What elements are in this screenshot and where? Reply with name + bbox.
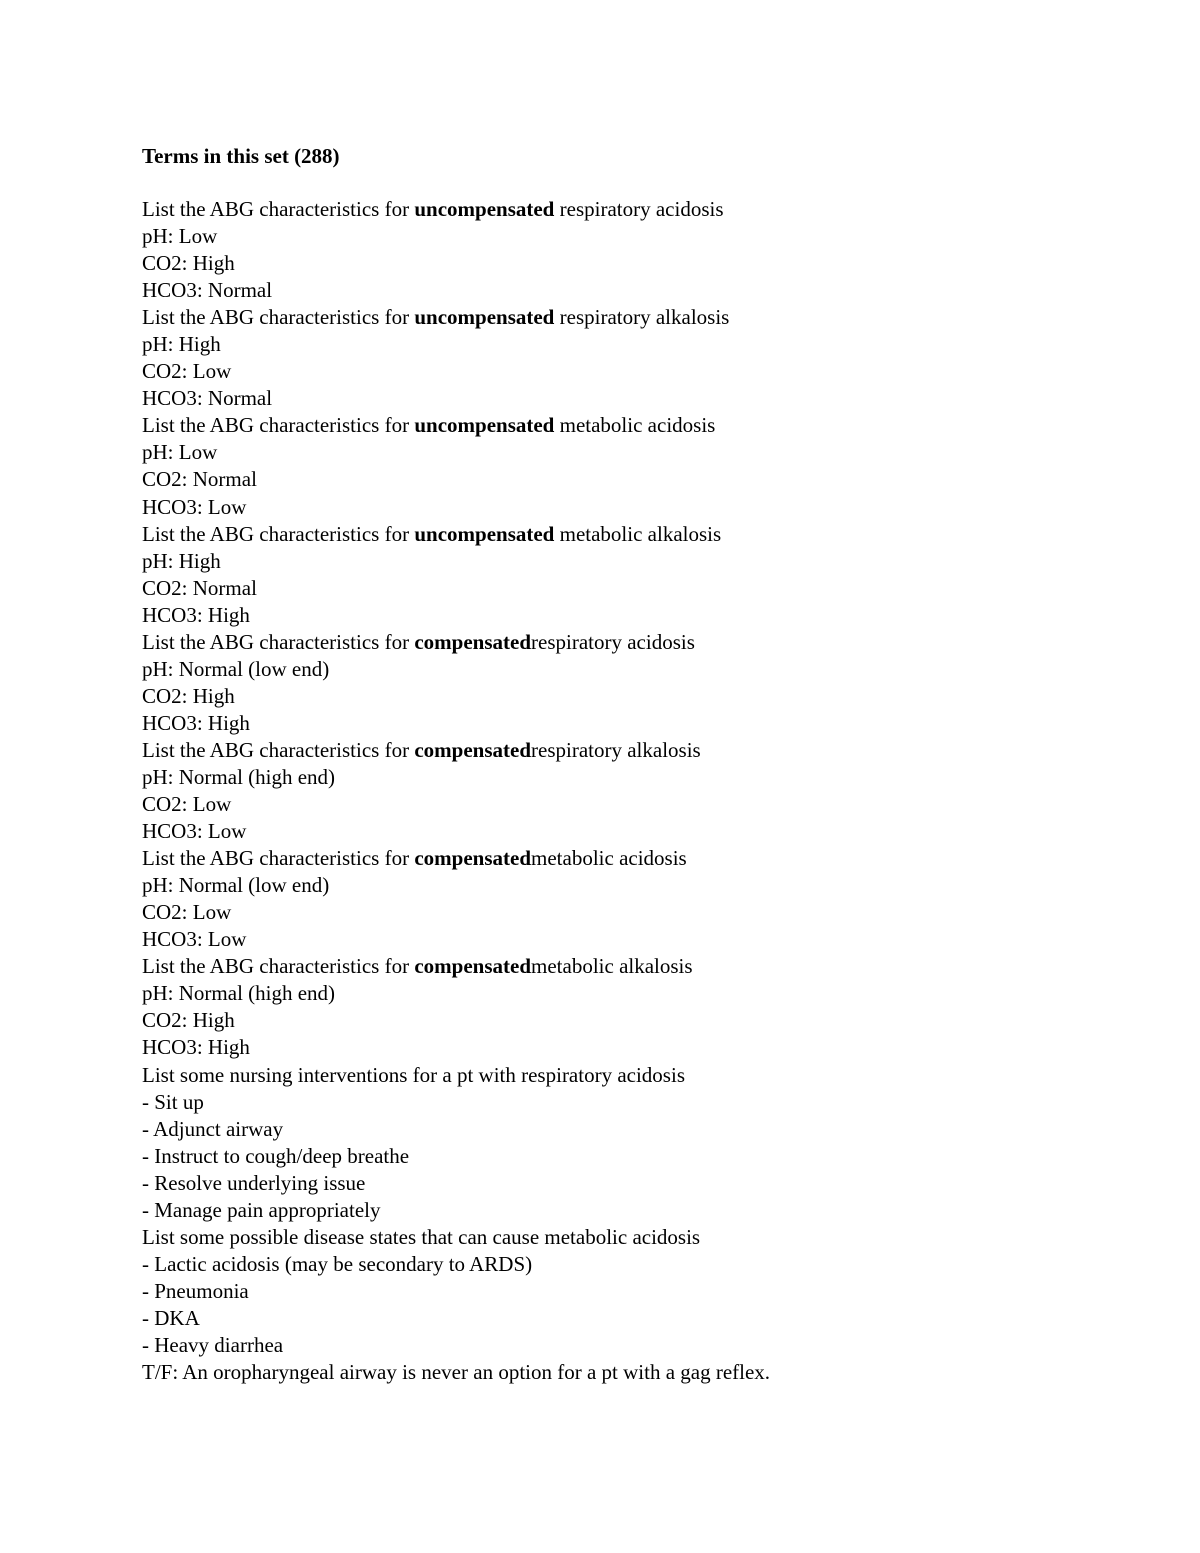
line-text: respiratory alkalosis: [554, 305, 730, 330]
line-text: CO2: Low: [142, 900, 232, 925]
text-line: [142, 412, 1142, 439]
line-text: List the ABG characteristics for: [142, 629, 415, 654]
line-text: pH: High: [142, 548, 221, 573]
text-line: [142, 439, 1142, 466]
text-line: [142, 385, 1142, 412]
line-text: - Adjunct airway: [142, 1116, 284, 1141]
line-text: CO2: Low: [142, 792, 232, 817]
line-text: List the ABG characteristics for: [142, 305, 415, 330]
set-heading: Terms in this set (288): [142, 144, 340, 168]
line-text: - Pneumonia: [142, 1278, 249, 1303]
emphasized-term: compensated: [414, 629, 532, 654]
text-line: [142, 223, 1142, 250]
term-list: [142, 196, 1142, 1386]
line-text: HCO3: Low: [142, 927, 247, 952]
line-text: List some nursing interventions for a pt with respiratory acidosis: [142, 1062, 685, 1087]
text-line: [142, 466, 1142, 493]
text-line: [142, 1224, 1142, 1251]
line-text: - Sit up: [142, 1089, 204, 1114]
text-line: [142, 737, 1142, 764]
text-line: [142, 1007, 1142, 1034]
line-text: - Manage pain appropriately: [142, 1197, 381, 1222]
line-text: - Instruct to cough/deep breathe: [142, 1143, 410, 1168]
text-line: [142, 818, 1142, 845]
text-line: [142, 845, 1142, 872]
text-line: [142, 521, 1142, 548]
line-text: CO2: Normal: [142, 575, 257, 600]
line-text: pH: Low: [142, 440, 218, 465]
text-line: [142, 358, 1142, 385]
text-line: [142, 602, 1142, 629]
line-text: respiratory alkalosis: [531, 737, 701, 762]
line-text: HCO3: Low: [142, 819, 247, 844]
text-line: [142, 791, 1142, 818]
text-line: [142, 1062, 1142, 1089]
line-text: List the ABG characteristics for: [142, 197, 415, 221]
line-text: - DKA: [142, 1305, 200, 1330]
text-line: [142, 250, 1142, 277]
line-text: respiratory acidosis: [531, 629, 695, 654]
line-text: respiratory acidosis: [554, 197, 724, 221]
text-line: [142, 277, 1142, 304]
line-text: pH: Low: [142, 224, 218, 249]
line-text: List some possible disease states that can cause metabolic acidosis: [142, 1224, 701, 1249]
line-text: List the ABG characteristics for: [142, 846, 415, 871]
line-text: HCO3: Normal: [142, 278, 273, 303]
text-line: [142, 548, 1142, 575]
text-line: [142, 1116, 1142, 1143]
line-text: CO2: High: [142, 1008, 235, 1033]
line-text: metabolic alkalosis: [531, 954, 693, 979]
text-line: [142, 764, 1142, 791]
text-line: [142, 629, 1142, 656]
text-line: [142, 980, 1142, 1007]
emphasized-term: uncompensated: [414, 305, 555, 330]
line-text: CO2: Normal: [142, 467, 257, 492]
emphasized-term: uncompensated: [414, 197, 555, 221]
text-line: [142, 494, 1142, 521]
text-line: [142, 331, 1142, 358]
line-text: HCO3: Normal: [142, 386, 273, 411]
text-line: [142, 656, 1142, 683]
text-line: [142, 1359, 1142, 1386]
document-body: [142, 140, 1142, 1386]
text-line: [142, 196, 1142, 223]
text-line: [142, 1197, 1142, 1224]
line-text: HCO3: High: [142, 710, 250, 735]
emphasized-term: compensated: [414, 954, 532, 979]
text-line: [142, 710, 1142, 737]
text-line: [142, 1305, 1142, 1332]
line-text: - Heavy diarrhea: [142, 1332, 284, 1357]
line-text: pH: Normal (high end): [142, 981, 336, 1006]
emphasized-term: compensated: [414, 846, 532, 871]
line-text: HCO3: Low: [142, 494, 247, 519]
text-line: [142, 575, 1142, 602]
text-line: [142, 683, 1142, 710]
line-text: pH: Normal (low end): [142, 873, 330, 898]
text-line: [142, 953, 1142, 980]
line-text: CO2: High: [142, 683, 235, 708]
line-text: List the ABG characteristics for: [142, 521, 415, 546]
line-text: List the ABG characteristics for: [142, 413, 415, 438]
line-text: - Lactic acidosis (may be secondary to ARDS): [142, 1251, 533, 1276]
line-text: metabolic acidosis: [554, 413, 716, 438]
text-line: [142, 899, 1142, 926]
line-text: HCO3: High: [142, 1035, 250, 1060]
line-text: - Resolve underlying issue: [142, 1170, 366, 1195]
line-text: CO2: Low: [142, 359, 232, 384]
line-text: pH: High: [142, 332, 221, 357]
text-line: [142, 304, 1142, 331]
emphasized-term: uncompensated: [414, 413, 555, 438]
emphasized-term: compensated: [414, 737, 532, 762]
text-line: [142, 1251, 1142, 1278]
text-line: [142, 1034, 1142, 1061]
emphasized-term: uncompensated: [414, 521, 555, 546]
line-text: metabolic acidosis: [531, 846, 687, 871]
line-text: T/F: An oropharyngeal airway is never an option for a pt with a gag reflex.: [142, 1360, 771, 1385]
text-line: [142, 1089, 1142, 1116]
line-text: metabolic alkalosis: [554, 521, 722, 546]
text-line: [142, 1332, 1142, 1359]
line-text: CO2: High: [142, 251, 235, 276]
text-line: [142, 1143, 1142, 1170]
line-text: List the ABG characteristics for: [142, 737, 415, 762]
line-text: List the ABG characteristics for: [142, 954, 415, 979]
line-text: HCO3: High: [142, 602, 250, 627]
text-line: [142, 872, 1142, 899]
line-text: pH: Normal (high end): [142, 764, 336, 789]
line-text: pH: Normal (low end): [142, 656, 330, 681]
text-line: [142, 1278, 1142, 1305]
text-line: [142, 1170, 1142, 1197]
text-line: [142, 926, 1142, 953]
